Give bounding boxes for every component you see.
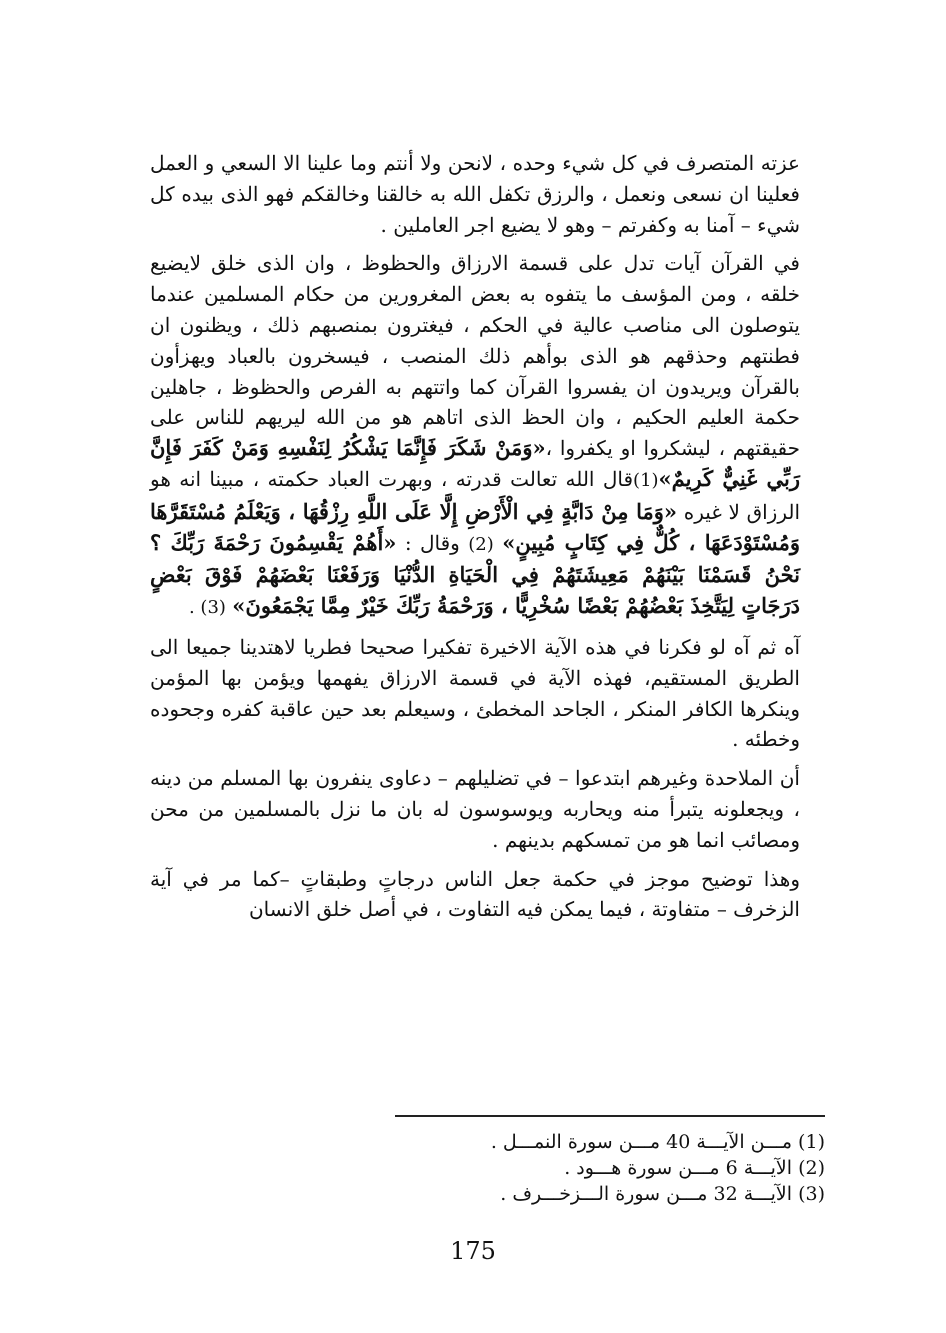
footnote-1: (1) مـــن الآيـــة 40 مـــن سورة النمـــل . (490, 1131, 825, 1153)
footnote-2: (2) الآيـــة 6 مـــن سورة هـــود . (564, 1157, 825, 1179)
paragraph-5: وهذا توضيح موجز في حكمة جعل الناس درجاتٍ وطبقاتٍ –كما مر في آية الزخرف – متفاوتة ، فيما يمكن فيه التفاوت ، في أصل خلق الانسان (150, 866, 800, 922)
footnote-ref-2: (2) (468, 533, 494, 555)
paragraph-3: آه ثم آه لو فكرنا في هذه الآية الاخيرة تفكيرا صحيحا فطريا لاهتدينا جميعا الى الطريق المستقيم، فهذه الآية في قسمة الارزاق يفهمها ويؤمن بها المؤمن وينكرها الكافر المنكر ، الجاحد المخطئ ، وسيعلم بعد حين عاقبة كفره وجحوده وخطئه . (150, 634, 800, 752)
paragraph-2 (150, 248, 800, 624)
quran-verse-2: «وَمَا مِنْ دَابَّةٍ فِي الْأَرْضِ إِلَّا عَلَى اللَّهِ رِزْقُهَا ، وَيَعْلَمُ مُسْتَقَرَّهَا وَمُسْتَوْدَعَهَا ، كُلٌّ فِي كِتَابٍ مُبِينٍ» (150, 498, 801, 555)
page-body (150, 148, 800, 933)
footnotes (395, 1115, 825, 1207)
footnote-3: (3) الآيـــة 32 مـــن سورة الـــزخـــرف . (500, 1183, 825, 1205)
footnote-ref-1: (1) (633, 469, 659, 491)
paragraph-2-text-a: في القرآن آيات تدل على قسمة الارزاق والحظوظ ، وان الذى خلق لايضيع خلقه ، ومن المؤسف ما يتفوه به بعض المغرورين من حكام المسلمين عندما يتوصلون الى مناصب عالية في الحكم ، فيغترون بمنصبهم ذلك ، ويظنون ان فطنتهم وحذقهم هو الذى بوأهم ذلك المنصب ، فيسخرون بالعباد ويهزأون بالقرآن ويريدون ان يفسروا القرآن كما واتتهم به الفرص والحظوظ ، جاهلين حكمة العليم الحكيم ، وان الحظ الذى اتاهم هو من الله ليريهم للناس على حقيقتهم ، ليشكروا او يكفروا ، (150, 251, 800, 461)
paragraph-4: أن الملاحدة وغيرهم ابتدعوا – في تضليلهم – دعاوى ينفرون بها المسلم من دينه ، ويجعلونه يتبرأ منه ويحاربه ويوسوسون له بان ما نزل بالمسلمين من محن ومصائب انما هو من تمسكهم بدينهم . (150, 766, 800, 852)
quran-verse-1: «وَمَنْ شَكَرَ فَإِنَّمَا يَشْكُرُ لِنَفْسِهِ وَمَنْ كَفَرَ فَإِنَّ رَبِّي غَنِيٌّ كَرِيمٌ» (150, 435, 801, 491)
footnote-divider (395, 1115, 825, 1117)
quran-verse-3: «أَهُمْ يَقْسِمُونَ رَحْمَةَ رَبِّكَ ؟ نَحْنُ قَسَمْنَا بَيْنَهُمْ مَعِيشَتَهُمْ فِي الْحَيَاةِ الدُّنْيَا وَرَفَعْنَا بَعْضَهُمْ فَوْقَ بَعْضٍ دَرَجَاتٍ لِيَتَّخِذَ بَعْضُهُمْ بَعْضًا سُخْرِيًّا ، وَرَحْمَةُ رَبِّكَ خَيْرٌ مِمَّا يَجْمَعُونَ» (150, 529, 800, 619)
page-number: 175 (450, 1237, 496, 1265)
footnote-ref-3: (3) . (188, 597, 226, 619)
paragraph-2-text-b: قال الله تعالت قدرته ، وبهرت العباد حكمته ، مبينا انه هو الرزاق لا غيره (150, 466, 801, 524)
paragraph-2-text-c: وقال : (404, 530, 460, 555)
paragraph-1: عزته المتصرف في كل شيء وحده ، لانحن ولا أنتم وما علينا الا السعي و العمل فعلينا ان نسعى ونعمل ، والرزق تكفل الله به خالقنا وخالقكم فهو الذى بيده كل شيء – آمنا به وكفرتم – وهو لا يضيع اجر العاملين . (150, 151, 800, 237)
